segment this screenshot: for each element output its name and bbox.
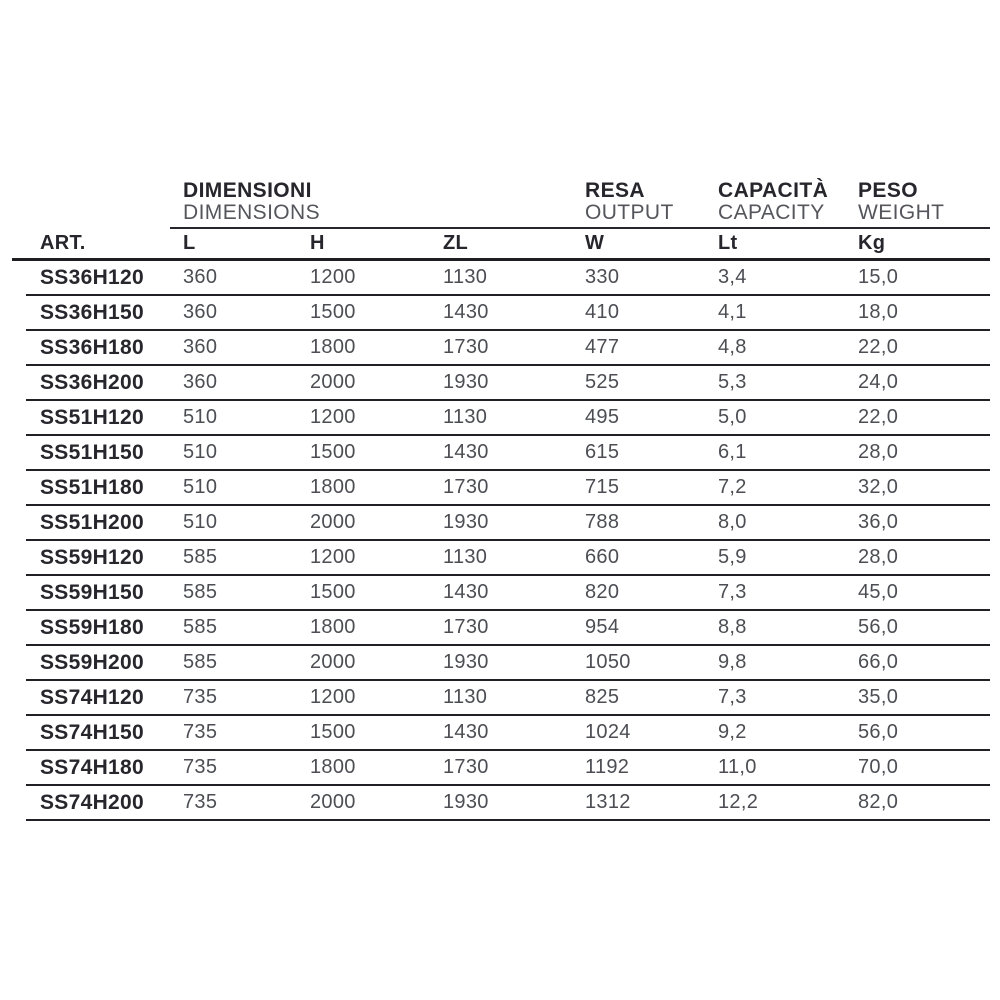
data-cell: 1800 [310,756,356,778]
data-cell: 360 [183,301,218,323]
data-cell: 1500 [310,581,356,603]
data-cell: 735 [183,686,218,708]
data-cell: 735 [183,791,218,813]
data-cell: 18,0 [858,301,899,323]
column-group-row [12,178,990,227]
data-cell: 360 [183,371,218,393]
subheader-art: ART. [40,232,86,254]
art-cell: SS51H150 [40,440,144,464]
data-cell: 1200 [310,546,356,568]
data-cell: 615 [585,441,620,463]
table-body [26,261,990,821]
subheader-kg: Kg [858,232,886,254]
data-cell: 4,8 [718,336,747,358]
column-group-weight [858,179,944,224]
data-cell: 1730 [443,616,489,638]
data-cell: 1930 [443,651,489,673]
data-cell: 56,0 [858,721,899,743]
column-group-output [585,179,674,224]
table-row [26,331,990,366]
group-subtitle: WEIGHT [858,201,945,224]
table-row [26,716,990,751]
data-cell: 5,3 [718,371,747,393]
data-cell: 477 [585,336,620,358]
data-cell: 9,8 [718,651,747,673]
data-cell: 28,0 [858,441,899,463]
data-cell: 1500 [310,301,356,323]
data-cell: 3,4 [718,266,747,288]
data-cell: 1730 [443,336,489,358]
subheader-row [12,229,990,258]
table-row [26,751,990,786]
data-cell: 2000 [310,371,356,393]
table-row [26,506,990,541]
data-cell: 1200 [310,686,356,708]
data-cell: 660 [585,546,620,568]
data-cell: 1200 [310,406,356,428]
art-cell: SS59H120 [40,545,144,569]
data-cell: 7,3 [718,686,747,708]
art-cell: SS36H200 [40,370,144,394]
table-row [26,436,990,471]
subheader-lt: Lt [718,232,738,254]
data-cell: 36,0 [858,511,899,533]
group-subtitle: OUTPUT [585,201,674,224]
data-cell: 5,9 [718,546,747,568]
data-cell: 1312 [585,791,631,813]
data-cell: 1800 [310,616,356,638]
data-cell: 12,2 [718,791,759,813]
data-cell: 1050 [585,651,631,673]
data-cell: 1130 [443,546,488,568]
data-cell: 820 [585,581,620,603]
data-cell: 11,0 [718,756,757,778]
table-row [26,261,990,296]
data-cell: 735 [183,756,218,778]
art-cell: SS59H200 [40,650,144,674]
column-group-dimensions [183,179,320,224]
subheader-zl: ZL [443,232,469,254]
table-row [26,541,990,576]
art-cell: SS74H150 [40,720,144,744]
data-cell: 70,0 [858,756,899,778]
art-cell: SS36H150 [40,300,144,324]
art-cell: SS51H180 [40,475,144,499]
data-cell: 4,1 [718,301,747,323]
group-subtitle: DIMENSIONS [183,201,321,224]
data-cell: 35,0 [858,686,899,708]
data-cell: 1430 [443,721,489,743]
data-cell: 28,0 [858,546,899,568]
data-cell: 1430 [443,581,489,603]
data-cell: 32,0 [858,476,899,498]
data-cell: 1730 [443,476,489,498]
subheader-l: L [183,232,196,254]
data-cell: 2000 [310,651,356,673]
data-cell: 1192 [585,756,630,778]
subheader-h: H [310,232,325,254]
data-cell: 24,0 [858,371,899,393]
table-row [26,646,990,681]
group-title: DIMENSIONI [183,179,312,202]
table-row [26,681,990,716]
data-cell: 585 [183,581,218,603]
data-cell: 1130 [443,686,488,708]
data-cell: 410 [585,301,620,323]
data-cell: 1800 [310,336,356,358]
data-cell: 1930 [443,791,489,813]
data-cell: 1500 [310,721,356,743]
data-cell: 1800 [310,476,356,498]
table-row [26,366,990,401]
data-cell: 1130 [443,406,488,428]
data-cell: 15,0 [858,266,899,288]
data-cell: 45,0 [858,581,899,603]
art-cell: SS59H150 [40,580,144,604]
table-row [26,611,990,646]
data-cell: 6,1 [718,441,747,463]
data-cell: 585 [183,616,218,638]
data-cell: 22,0 [858,336,899,358]
data-cell: 1430 [443,301,489,323]
data-cell: 585 [183,651,218,673]
data-cell: 360 [183,336,218,358]
data-cell: 9,2 [718,721,747,743]
data-cell: 8,8 [718,616,747,638]
data-cell: 1730 [443,756,489,778]
data-cell: 2000 [310,511,356,533]
table-row [26,401,990,436]
data-cell: 825 [585,686,620,708]
group-title: CAPACITÀ [718,179,829,202]
art-cell: SS36H180 [40,335,144,359]
data-cell: 1024 [585,721,631,743]
data-cell: 360 [183,266,218,288]
data-cell: 22,0 [858,406,899,428]
data-cell: 735 [183,721,218,743]
data-cell: 7,2 [718,476,747,498]
group-title: RESA [585,179,645,202]
data-cell: 1130 [443,266,488,288]
data-cell: 525 [585,371,620,393]
art-cell: SS74H120 [40,685,144,709]
data-cell: 66,0 [858,651,899,673]
data-cell: 5,0 [718,406,747,428]
data-cell: 1500 [310,441,356,463]
data-cell: 8,0 [718,511,747,533]
data-cell: 1430 [443,441,489,463]
subheader-w: W [585,232,605,254]
spec-table [12,178,990,821]
art-cell: SS51H200 [40,510,144,534]
data-cell: 715 [585,476,620,498]
data-cell: 330 [585,266,620,288]
column-group-capacity [718,179,828,224]
table-row [26,471,990,506]
data-cell: 82,0 [858,791,899,813]
data-cell: 510 [183,511,218,533]
data-cell: 1200 [310,266,356,288]
data-cell: 954 [585,616,620,638]
data-cell: 510 [183,406,218,428]
data-cell: 510 [183,476,218,498]
art-cell: SS59H180 [40,615,144,639]
data-cell: 510 [183,441,218,463]
data-cell: 7,3 [718,581,747,603]
data-cell: 585 [183,546,218,568]
group-title: PESO [858,179,918,202]
art-cell: SS74H200 [40,790,144,814]
data-cell: 2000 [310,791,356,813]
group-subtitle: CAPACITY [718,201,825,224]
table-row [26,786,990,821]
data-cell: 788 [585,511,620,533]
data-cell: 56,0 [858,616,899,638]
data-cell: 495 [585,406,620,428]
art-cell: SS51H120 [40,405,144,429]
data-cell: 1930 [443,371,489,393]
art-cell: SS36H120 [40,265,144,289]
table-row [26,296,990,331]
art-cell: SS74H180 [40,755,144,779]
table-row [26,576,990,611]
data-cell: 1930 [443,511,489,533]
